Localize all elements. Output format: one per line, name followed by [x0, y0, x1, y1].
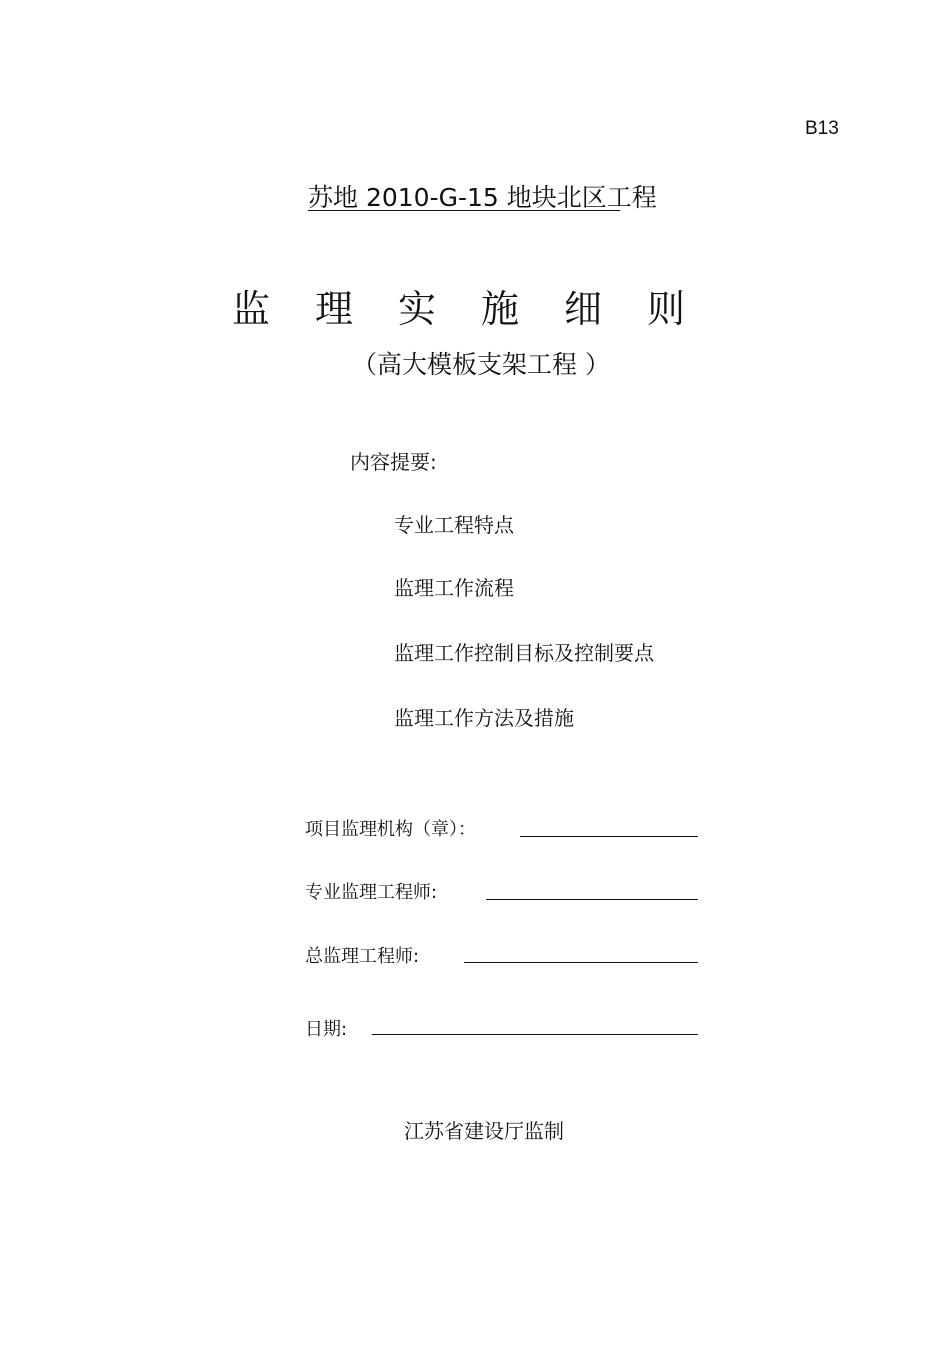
contents-item: 监理工作控制目标及控制要点: [394, 641, 654, 665]
main-title-char: 细: [564, 287, 603, 331]
contents-item: 监理工作方法及措施: [394, 706, 574, 730]
main-title-char: 监: [232, 287, 271, 331]
issuer: 江苏省建设厅监制: [404, 1119, 564, 1143]
project-title-underline: [308, 210, 620, 211]
subtitle: （高大模板支架工程 ）: [352, 350, 610, 379]
summary-label: 内容提要:: [350, 450, 437, 474]
signature-label-institution: 项目监理机构（章）：: [305, 819, 476, 840]
main-title-char: 则: [647, 287, 686, 331]
signature-label-chief: 总监理工程师:: [305, 946, 420, 967]
contents-item: 监理工作流程: [394, 576, 514, 600]
signature-line-institution: [520, 836, 698, 837]
project-title: 苏地 2010-G-15 地块北区工程: [308, 183, 657, 212]
main-title-char: 施: [481, 287, 520, 331]
signature-line-specialist: [486, 899, 698, 900]
signature-line-date: [372, 1034, 698, 1035]
main-title: [232, 278, 687, 333]
contents-item: 专业工程特点: [394, 513, 514, 537]
signature-label-specialist: 专业监理工程师:: [305, 882, 438, 903]
signature-line-chief: [464, 962, 698, 963]
main-title-char: 理: [315, 287, 354, 331]
document-code: B13: [805, 118, 839, 139]
main-title-char: 实: [398, 287, 437, 331]
signature-label-date: 日期:: [305, 1019, 348, 1040]
